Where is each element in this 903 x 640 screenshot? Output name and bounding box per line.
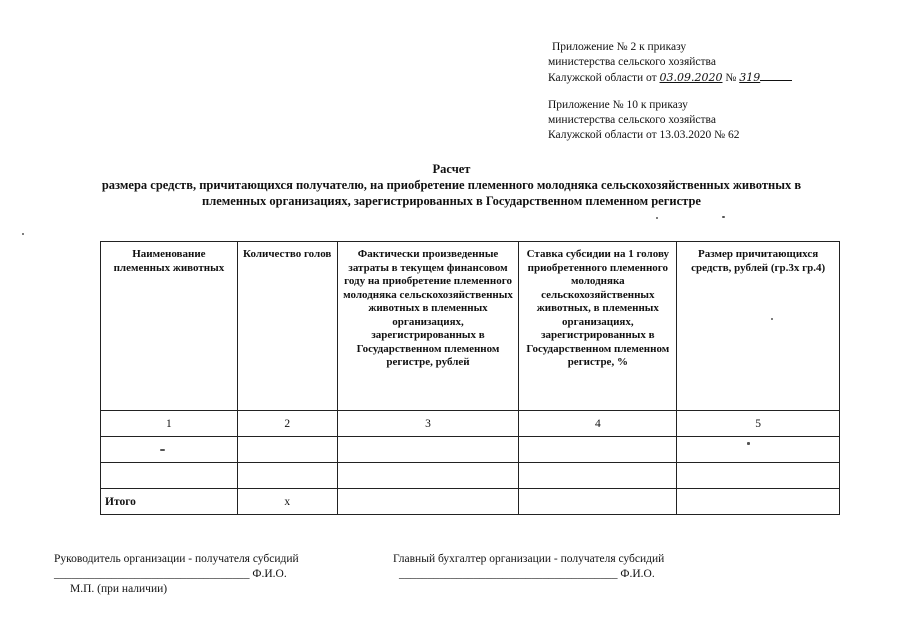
calculation-table (100, 241, 840, 515)
table-cell (101, 437, 238, 463)
table-cell (337, 489, 519, 515)
table-row (101, 463, 840, 489)
annex-current-prefix: Калужской области от (548, 72, 657, 84)
annex-current-line3 (548, 70, 792, 86)
accountant-signature (393, 552, 664, 582)
handwritten-date: 03.09.2020 (659, 71, 723, 84)
scan-speck (22, 233, 24, 235)
table-cell (519, 437, 677, 463)
accountant-title: Главный бухгалтер организации - получателя субсидий (393, 553, 665, 565)
scan-speck (722, 216, 725, 218)
column-number: 1 (101, 411, 238, 437)
column-number: 4 (519, 411, 677, 437)
annex-previous-line3: Калужской области от 13.03.2020 № 62 (548, 129, 740, 141)
accountant-signature-line: ______________________________________ Ф.И.О. (399, 568, 655, 580)
column-number: 2 (237, 411, 337, 437)
header-subsidy-rate: Ставка субсидии на 1 голову приобретенного племенного молодняка сельскохозяйственных животных, в племенных организациях, зарегистрированных в Государственном племенном регистре, % (519, 242, 677, 411)
number-sign: № (725, 72, 737, 84)
title-heading: Расчет (432, 162, 471, 176)
table-cell (337, 463, 519, 489)
table-cell (677, 463, 840, 489)
column-number: 3 (337, 411, 519, 437)
total-label: Итого (101, 489, 238, 515)
table-row (101, 437, 840, 463)
total-row (101, 489, 840, 515)
annex-previous-line2: министерства сельского хозяйства (548, 114, 716, 126)
table-cell (677, 489, 840, 515)
table-cell (677, 437, 840, 463)
annex-current-line1: Приложение № 2 к приказу (552, 41, 687, 53)
table-cell (519, 463, 677, 489)
stamp-note: М.П. (при наличии) (70, 583, 168, 595)
handwritten-number: 319 (739, 71, 761, 84)
table-cell (101, 463, 238, 489)
table-cell (237, 437, 337, 463)
column-number-row (101, 411, 840, 437)
annex-current (548, 40, 792, 86)
column-number: 5 (677, 411, 840, 437)
head-title: Руководитель организации - получателя субсидий (54, 553, 299, 565)
head-signature-line: __________________________________ Ф.И.О. (54, 568, 287, 580)
title-line1: размера средств, причитающихся получателю, на приобретение племенного молодняка сельскохозяйственных животных в (101, 178, 802, 192)
annex-previous (548, 98, 739, 143)
header-animal-name: Наименование племенных животных (101, 242, 238, 411)
table-cell (337, 437, 519, 463)
header-amount-due: Размер причитающихся средств, рублей (гр.3х гр.4) (677, 242, 840, 411)
table-cell (519, 489, 677, 515)
table-cell (237, 463, 337, 489)
header-actual-costs: Фактически произведенные затраты в текущем финансовом году на приобретение племенного молодняка сельскохозяйственных животных в племенных организациях, зарегистрированных в Государственном племенном регистре, рублей (337, 242, 519, 411)
document-title (0, 161, 903, 209)
total-head-count: х (237, 489, 337, 515)
head-signature (54, 552, 299, 597)
header-head-count: Количество голов (237, 242, 337, 411)
title-line2: племенных организациях, зарегистрированных в Государственном племенном регистре (202, 194, 701, 208)
table-header-row (101, 242, 840, 411)
scan-speck (656, 217, 658, 219)
annex-previous-line1: Приложение № 10 к приказу (548, 99, 688, 111)
annex-current-line2: министерства сельского хозяйства (548, 56, 716, 68)
